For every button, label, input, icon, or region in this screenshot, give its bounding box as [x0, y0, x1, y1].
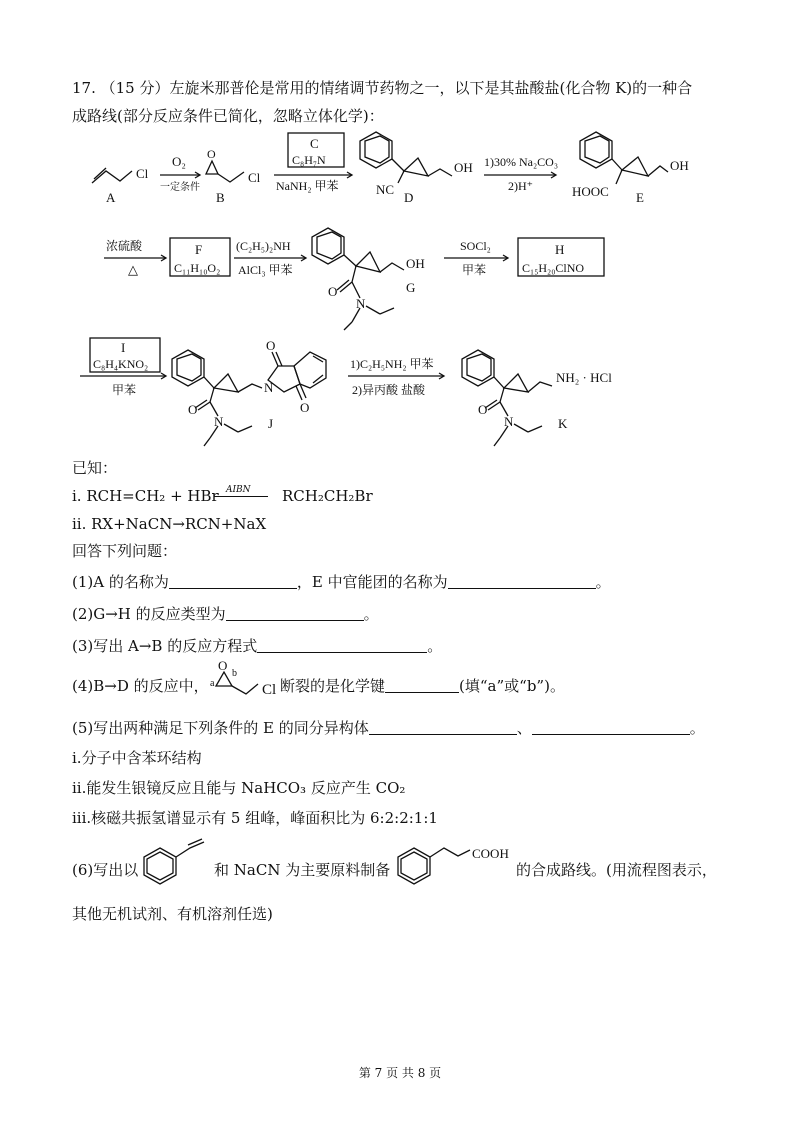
q1-text-b: ，E 中官能团的名称为	[296, 573, 448, 591]
box-i-line2: C₈H₄KNO₂	[93, 357, 149, 371]
cond-d-e-2: 2)H⁺	[508, 179, 533, 193]
nc-d: NC	[376, 182, 395, 197]
nh2hcl-k: NH₂ · HCl	[556, 370, 612, 385]
oh-e: OH	[670, 158, 689, 173]
o-g: O	[328, 284, 338, 299]
q5-blank-1[interactable]	[369, 719, 517, 735]
q5-text-end: 。	[689, 719, 705, 737]
box-f-line1: F	[195, 242, 203, 257]
q4-bond-a: a	[210, 678, 215, 689]
compound-b-epoxide	[206, 161, 218, 174]
q2-text-a: (2)G→H 的反应类型为	[72, 605, 226, 623]
q3-text-b: 。	[427, 637, 443, 655]
label-b: B	[216, 190, 225, 205]
known-i-right: RCH₂CH₂Br	[282, 487, 373, 505]
o-k: O	[478, 402, 488, 417]
cond-f-g-2: AlCl₃ 甲苯	[238, 263, 293, 277]
q1-blank-1[interactable]	[169, 573, 297, 589]
label-k: K	[558, 416, 568, 431]
q1-text-c: 。	[595, 573, 611, 591]
n-g: N	[356, 296, 366, 311]
cond-d-e-1: 1)30% Na₂CO₃	[484, 155, 559, 169]
compound-g-cyclopropane	[356, 252, 380, 272]
label-a: A	[106, 190, 116, 205]
q2	[72, 604, 379, 624]
known-i-arrow	[214, 496, 268, 497]
known-i-condition: AIBN	[226, 485, 251, 495]
n-j-amide: N	[214, 414, 224, 429]
box-h-line2: C₁₅H₂₀ClNO	[522, 261, 585, 275]
label-e: E	[636, 190, 644, 205]
box-c-line1: C	[310, 136, 319, 151]
q2-text-b: 。	[363, 605, 379, 623]
known-title: 已知：	[72, 459, 118, 477]
cond-f-g-1: (C₂H₅)₂NH	[236, 239, 291, 253]
cond-g-h-2: 甲苯	[462, 263, 487, 277]
q4-epoxide-o: O	[218, 658, 228, 673]
o-j-bottom: O	[300, 400, 310, 415]
q4-blank[interactable]	[385, 677, 459, 693]
n-k: N	[504, 414, 514, 429]
q6-text-d: 其他无机试剂、有机溶剂任选)	[72, 905, 273, 923]
q6-text-b: 和 NaCN 为主要原料制备	[214, 861, 391, 879]
condition-ii: ii.能发生银镜反应且能与 NaHCO₃ 反应产生 CO₂	[72, 779, 406, 797]
q3-text-a: (3)写出 A→B 的反应方程式	[72, 637, 258, 655]
question-intro-line2: 成路线(部分反应条件已简化，忽略立体化学)：	[72, 107, 384, 125]
cond-e-f-1: 浓硫酸	[106, 239, 143, 253]
q4	[280, 676, 565, 696]
q4-cl: Cl	[262, 682, 277, 698]
oh-g: OH	[406, 256, 425, 271]
prompt: 回答下列问题：	[72, 542, 178, 560]
label-d: D	[404, 190, 414, 205]
hooc-e: HOOC	[572, 184, 609, 199]
q4-bond-b: b	[232, 668, 237, 679]
oh-d: OH	[454, 160, 473, 175]
box-f-line2: C₁₁H₁₀O₂	[174, 261, 221, 275]
box-h-line1: H	[555, 242, 565, 257]
compound-e-cyclopropane	[622, 157, 648, 176]
cond-o2: O₂	[172, 154, 186, 169]
q4-text-c: (填“a”或“b”)。	[459, 677, 565, 695]
condition-i: i.分子中含苯环结构	[72, 749, 202, 767]
cl-a: Cl	[136, 166, 149, 181]
q6-text-a: (6)写出以	[72, 861, 139, 879]
q5-separator: 、	[516, 719, 532, 737]
compound-k-cyclopropane	[504, 374, 528, 392]
q4-text-b: 断裂的是化学键	[280, 677, 386, 695]
label-j: J	[268, 416, 274, 431]
cond-j-k-1: 1)C₂H₅NH₂ 甲苯	[350, 357, 434, 371]
q3	[72, 636, 442, 656]
epoxide-o: O	[207, 147, 216, 161]
q5-text-a: (5)写出两种满足下列条件的 E 的同分异构体	[72, 719, 369, 737]
cond-j-k-2: 2)异丙酸 盐酸	[352, 383, 425, 397]
o-j-top: O	[266, 338, 276, 353]
question-intro-line1: 17. （15 分）左旋米那普伦是常用的情绪调节药物之一，以下是其盐酸盐(化合物 K)的一种合	[72, 79, 693, 97]
n-j-phthalimide: N	[264, 380, 274, 395]
known-ii: ii. RX+NaCN→RCN+NaX	[72, 515, 267, 533]
cl-b: Cl	[248, 170, 261, 185]
q6-cooh: COOH	[472, 846, 509, 861]
compound-j-cyclopropane	[214, 374, 238, 392]
cond-b-d: NaNH₂ 甲苯	[276, 179, 339, 193]
known-i-left: i. RCH=CH₂ + HBr	[72, 487, 219, 505]
condition-iii: iii.核磁共振氢谱显示有 5 组峰，峰面积比为 6:2:2:1:1	[72, 809, 438, 827]
q1-text-a: (1)A 的名称为	[72, 573, 169, 591]
box-i-line1: I	[121, 340, 126, 355]
compound-a-skeleton	[92, 171, 132, 183]
q5	[72, 718, 705, 738]
q2-blank[interactable]	[226, 605, 364, 621]
q3-blank[interactable]	[257, 637, 427, 653]
label-g: G	[406, 280, 416, 295]
cond-e-f-2: △	[128, 262, 138, 277]
box-c-line2: C₈H₇N	[292, 153, 326, 167]
cond-h-j: 甲苯	[112, 383, 137, 397]
synthesis-scheme	[0, 0, 800, 460]
cond-a-b: 一定条件	[160, 182, 200, 193]
q5-blank-2[interactable]	[532, 719, 690, 735]
q6-product-ring	[398, 848, 430, 884]
q4-text-a: (4)B→D 的反应中，	[72, 677, 209, 695]
q6-styrene-ring	[144, 848, 176, 884]
q1	[72, 572, 611, 592]
cond-g-h-1: SOCl₂	[460, 239, 491, 253]
q6-text-c: 的合成路线。(用流程图表示，	[516, 861, 717, 879]
compound-d-cyclopropane	[404, 158, 428, 176]
o-j-amide: O	[188, 402, 198, 417]
q1-blank-2[interactable]	[448, 573, 596, 589]
page-footer: 第 7 页 共 8 页	[358, 1066, 442, 1080]
